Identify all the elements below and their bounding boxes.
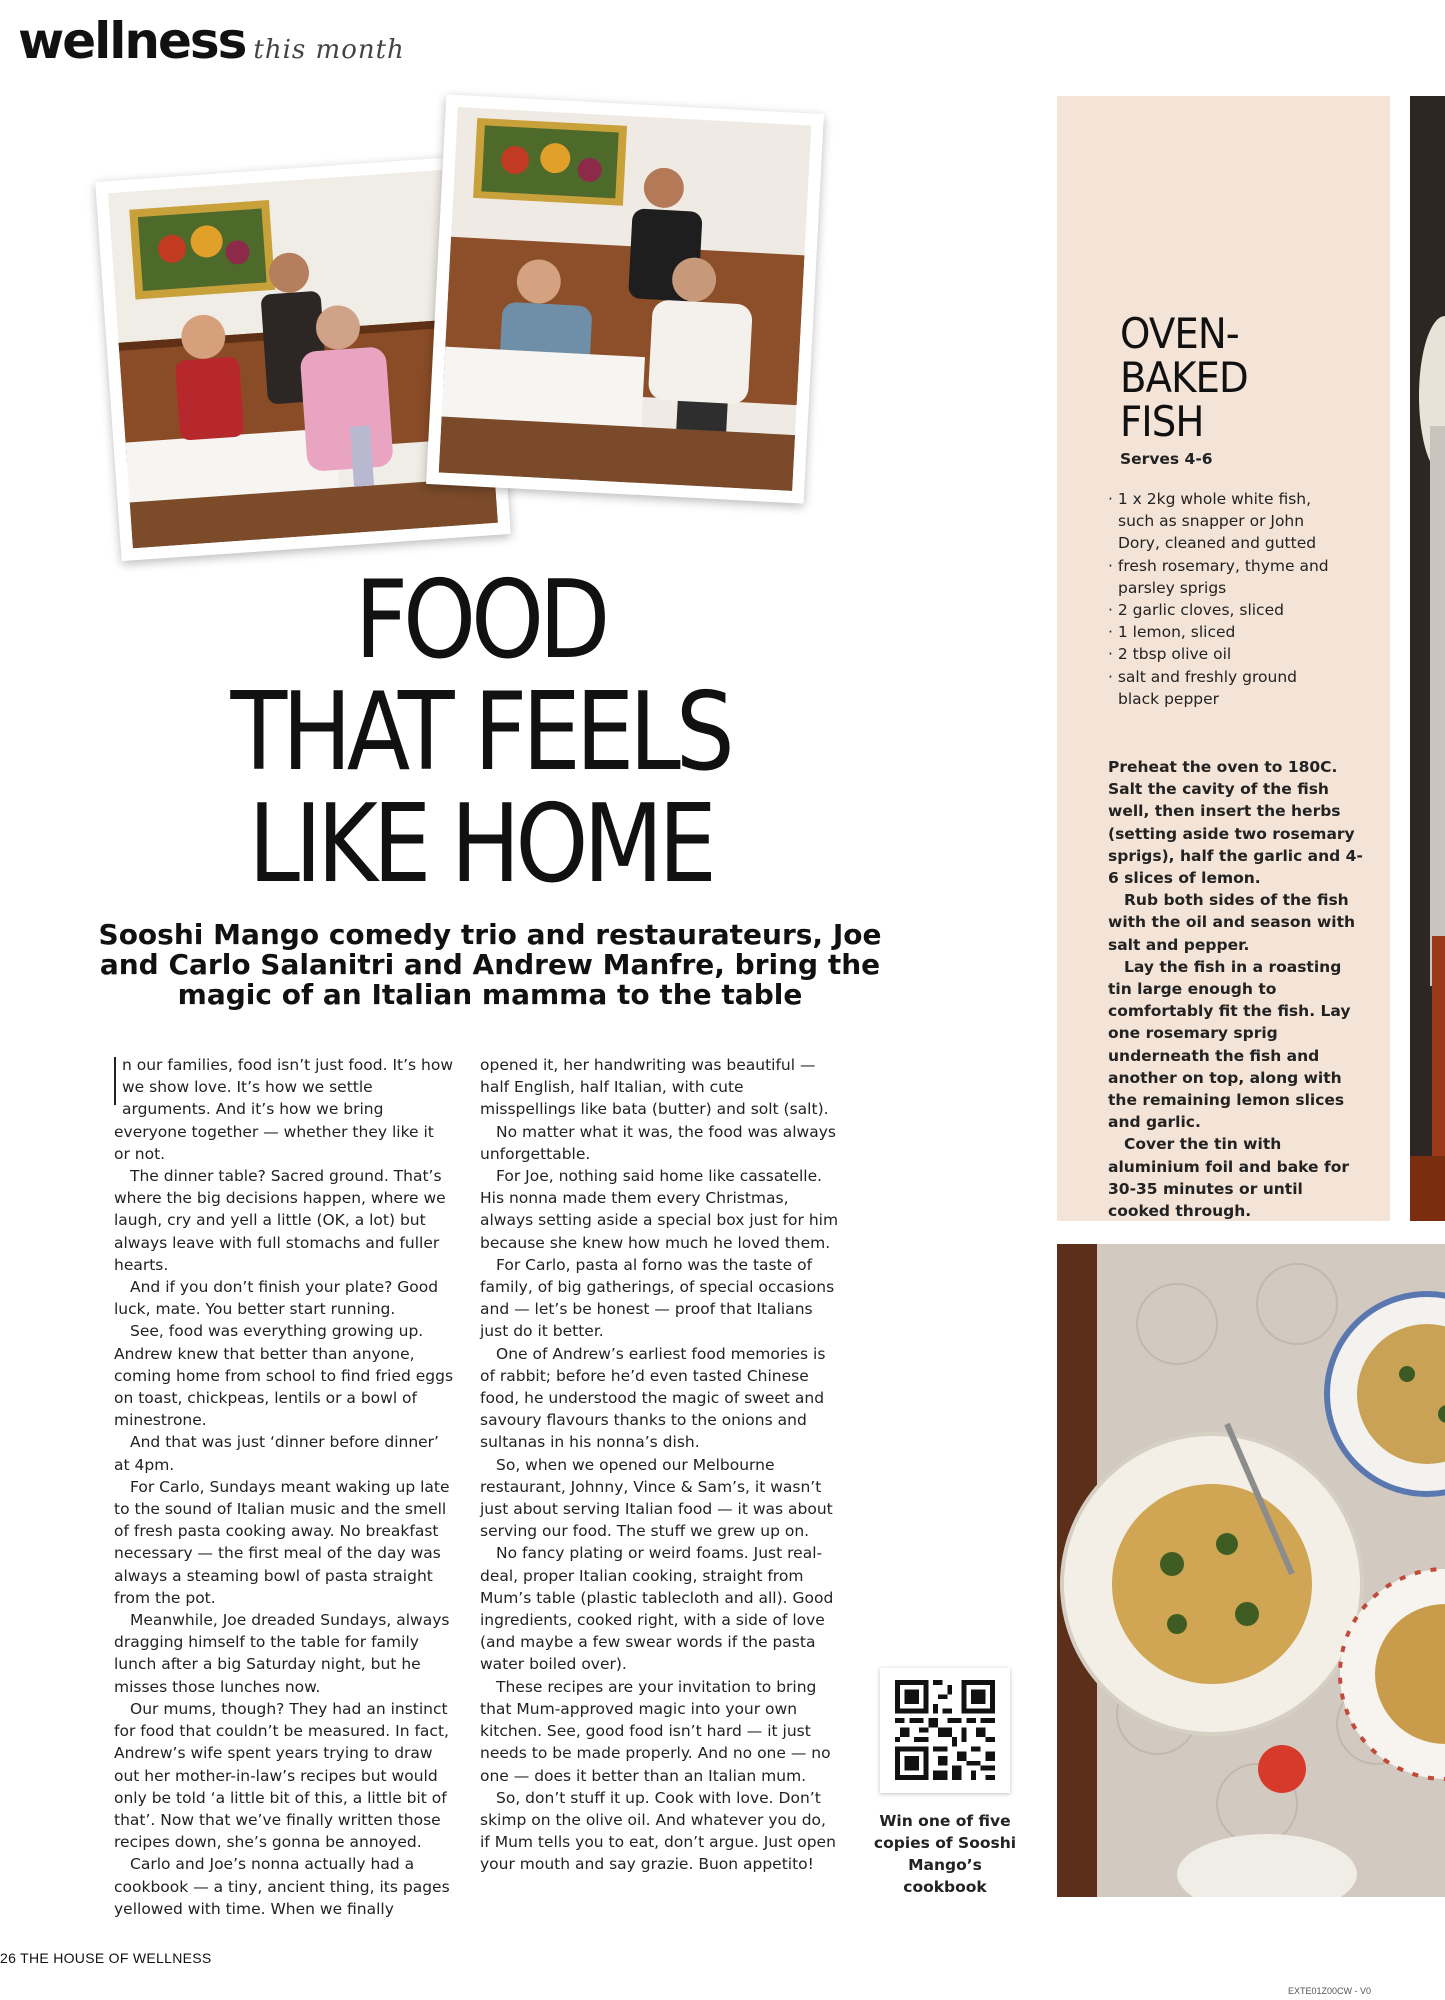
paragraph: And that was just ‘dinner before dinner’ at 4pm. — [114, 1433, 439, 1474]
promo-caption: Win one of five copies of Sooshi Mango’s cookbook — [873, 1812, 1017, 1896]
masthead-tagline: this month — [253, 35, 405, 65]
headline-line-2: THAT FEELS — [230, 670, 730, 795]
fish-photo-strip — [1410, 96, 1445, 1221]
paragraph: For Carlo, Sundays meant waking up late to the sound of Italian music and the smell of fresh pasta cooking away. No breakfast necessary — the first meal of the day was always a steaming bowl of pasta straight from the pot. — [114, 1477, 450, 1607]
ingredient-item: · 1 x 2kg whole white fish, such as snapper or John Dory, cleaned and gutted — [1108, 488, 1338, 555]
qr-code-icon — [892, 1680, 998, 1780]
ingredient-item: · salt and freshly ground black pepper — [1108, 666, 1338, 710]
recipe-method — [1108, 756, 1363, 1222]
pasta-photo — [1057, 1244, 1445, 1897]
ingredient-item: · 2 garlic cloves, sliced — [1108, 599, 1338, 621]
masthead-brand: wellness — [18, 12, 246, 70]
qr-code[interactable] — [880, 1668, 1010, 1793]
paragraph: These recipes are your invitation to bring that Mum-approved magic into your own kitchen. See, good food isn’t hard — it just needs to be made properly. And no one — no one — does it better than an Italian mum. — [480, 1677, 831, 1785]
page-folio: 26 THE HOUSE OF WELLNESS — [0, 1950, 212, 1966]
method-step: Lay the fish in a roasting tin large enough to comfortably fit the fish. Lay one rosemary sprig underneath the fish and another on top, along with the remaining lemon slices and garlic. — [1108, 957, 1351, 1132]
drop-cap-bar — [114, 1057, 116, 1105]
family-photo-right — [426, 94, 824, 503]
paragraph: For Carlo, pasta al forno was the taste of family, of big gatherings, of special occasions and — let’s be honest — proof that Italians just do it better. — [480, 1255, 835, 1341]
paragraph: One of Andrew’s earliest food memories is of rabbit; before he’d even tasted Chinese food, he understood the magic of sweet and savoury flavours thanks to the onions and sultanas in his nonna’s dish. — [480, 1344, 826, 1452]
method-step: Rub both sides of the fish with the oil and season with salt and pepper. — [1108, 891, 1356, 954]
paragraph: See, food was everything growing up. Andrew knew that better than anyone, coming home from school to find fried eggs on toast, chickpeas, lentils or a bowl of minestrone. — [114, 1322, 454, 1430]
paragraph: For Joe, nothing said home like cassatelle. His nonna made them every Christmas, always setting aside a special box just for him because she knew how much he loved them. — [480, 1167, 839, 1252]
masthead — [18, 12, 405, 72]
headline-line-1: FOOD — [354, 558, 606, 683]
article-column-1 — [114, 1054, 454, 1920]
ingredient-item: · fresh rosemary, thyme and parsley sprigs — [1108, 555, 1338, 599]
paragraph: The dinner table? Sacred ground. That’s where the big decisions happen, where we laugh, cry and yell a little (OK, a lot) but always leave with full stomachs and fuller hearts. — [114, 1167, 446, 1274]
recipe-title-line-2: BAKED — [1120, 353, 1248, 402]
article-column-2 — [480, 1054, 840, 1876]
paragraph: No matter what it was, the food was always unforgettable. — [480, 1122, 836, 1163]
paragraph: No fancy plating or weird foams. Just real-deal, proper Italian cooking, straight from Mum’s table (plastic tablecloth and all). Good ingredients, cooked right, with a side of love (and maybe a few swear words if the pasta water boiled over). — [480, 1544, 834, 1674]
recipe-serves: Serves 4-6 — [1120, 450, 1213, 468]
method-step: Cover the tin with aluminium foil and bake for 30-35 minutes or until cooked through. — [1108, 1135, 1349, 1221]
ingredient-list — [1108, 488, 1338, 710]
paragraph: So, don’t stuff it up. Cook with love. Don’t skimp on the olive oil. And whatever you do, if Mum tells you to eat, don’t argue. Just open your mouth and say grazie. Buon appetito! — [480, 1788, 836, 1874]
paragraph: And if you don’t finish your plate? Good luck, mate. You better start running. — [114, 1278, 439, 1319]
recipe-title — [1120, 309, 1248, 446]
paragraph: opened it, her handwriting was beautiful — half English, half Italian, with cute misspellings like bata (butter) and solt (salt). — [480, 1056, 829, 1119]
recipe-title-line-3: FISH — [1120, 397, 1204, 446]
paragraph: Carlo and Joe’s nonna actually had a cookbook — a tiny, ancient thing, its pages yellowed with time. When we finally — [114, 1855, 450, 1918]
ingredient-item: · 1 lemon, sliced — [1108, 621, 1338, 643]
headline-line-3: LIKE HOME — [248, 782, 712, 907]
paragraph: Meanwhile, Joe dreaded Sundays, always dragging himself to the table for family lunch after a big Saturday night, but he misses those lunches now. — [114, 1611, 450, 1696]
paragraph: n our families, food isn’t just food. It’s how we show love. It’s how we settle arguments. And it’s how we bring everyone together — whether they like it or not. — [114, 1056, 454, 1163]
article-standfirst: Sooshi Mango comedy trio and restaurateurs, Joe and Carlo Salanitri and Andrew Manfre, bring the magic of an Italian mamma to the table — [98, 918, 882, 1011]
paragraph: So, when we opened our Melbourne restaurant, Johnny, Vince & Sam’s, it wasn’t just about serving Italian food — it was about serving our food. The stuff we grew up on. — [480, 1455, 833, 1541]
article-headline — [188, 558, 773, 907]
recipe-title-line-1: OVEN- — [1120, 309, 1239, 358]
print-code: EXTE01Z00CW - V0 — [1288, 1986, 1372, 1996]
method-step: Preheat the oven to 180C. Salt the cavity of the fish well, then insert the herbs (setting aside two rosemary sprigs), half the garlic and 4-6 slices of lemon. — [1108, 758, 1363, 888]
ingredient-item: · 2 tbsp olive oil — [1108, 643, 1338, 665]
paragraph: Our mums, though? They had an instinct for food that couldn’t be measured. In fact, Andrew’s wife spent years trying to draw out her mother-in-law’s recipes but would only be told ‘a little bit of this, a little bit of that’. Now that we’ve finally written those recipes down, she’s gonna be annoyed. — [114, 1699, 449, 1852]
